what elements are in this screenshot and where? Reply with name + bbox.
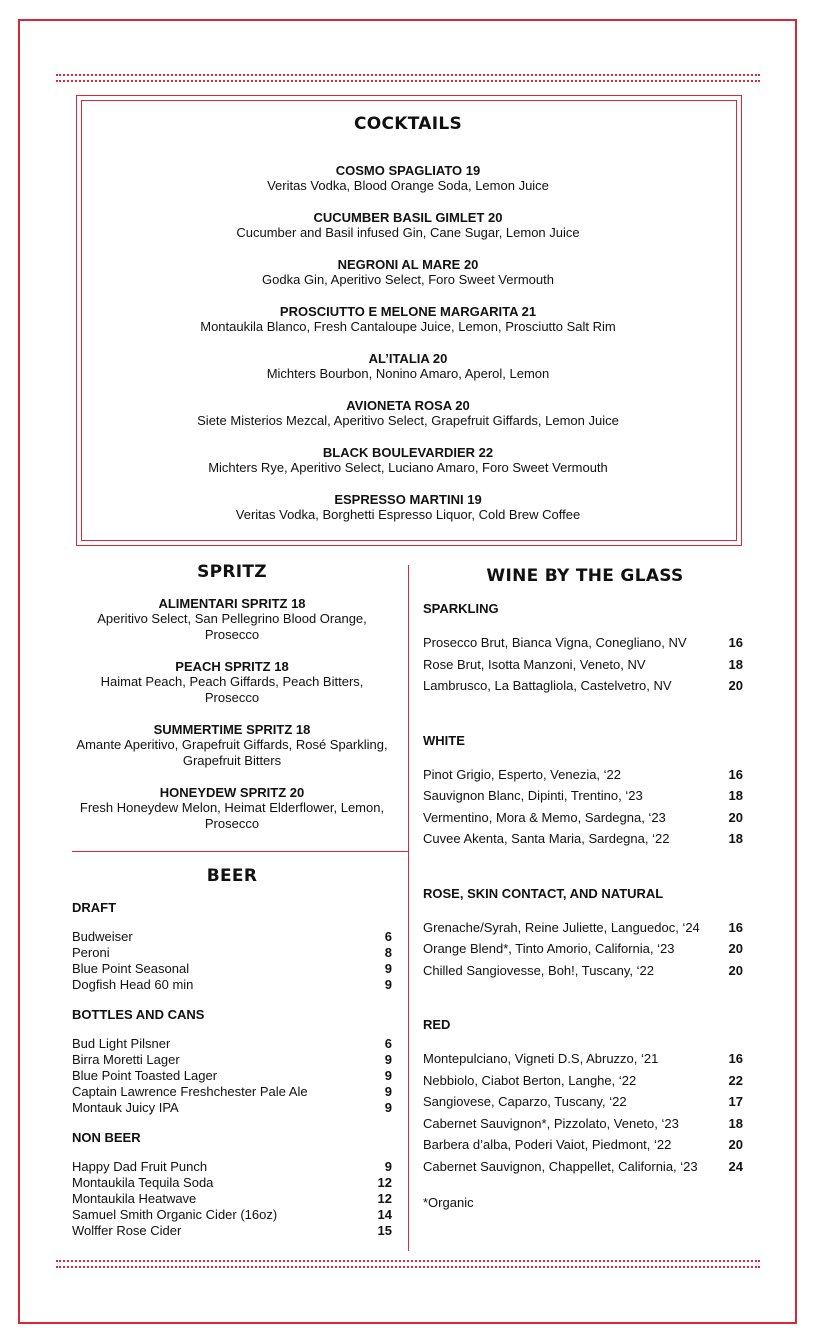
wine-price: 24	[728, 1158, 743, 1174]
wine-row	[423, 917, 743, 939]
beer-price: 9	[384, 977, 392, 992]
beer-row	[72, 961, 392, 977]
wine-price: 18	[728, 656, 743, 672]
beer-name: Peroni	[72, 945, 110, 960]
beer-name: Samuel Smith Organic Cider (16oz)	[72, 1207, 278, 1222]
spritz-item	[64, 722, 400, 769]
wine-name: Lambrusco, La Battagliola, Castelvetro, NV	[423, 678, 672, 693]
cocktail-item	[0, 257, 816, 288]
wine-row	[423, 828, 743, 850]
cocktail-name: AL’ITALIA 20	[368, 351, 448, 366]
beer-price: 6	[384, 1036, 392, 1051]
wine-name: Orange Blend*, Tinto Amorio, California, ‘23	[423, 941, 675, 956]
beer-subheading-draft: DRAFT	[72, 900, 117, 915]
spritz-name: SUMMERTIME SPRITZ 18	[153, 722, 311, 737]
beer-heading: BEER	[206, 866, 258, 886]
cocktail-item	[0, 492, 816, 523]
wine-list-red	[423, 1048, 743, 1177]
wine-name: Cuvee Akenta, Santa Maria, Sardegna, ‘22	[423, 831, 670, 846]
wine-name: Chilled Sangiovesse, Boh!, Tuscany, ‘22	[423, 962, 655, 978]
beer-price: 8	[384, 945, 392, 960]
wine-price: 20	[728, 962, 743, 978]
wine-list-white	[423, 764, 743, 850]
beer-price: 14	[377, 1207, 392, 1222]
wine-name: Sauvignon Blanc, Dipinti, Trentino, ‘23	[423, 788, 643, 803]
beer-row	[72, 1068, 392, 1084]
wine-subheading-rose: ROSE, SKIN CONTACT, AND NATURAL	[423, 885, 664, 901]
beer-name: Dogfish Head 60 min	[72, 977, 194, 992]
wine-row	[423, 764, 743, 786]
wine-row	[423, 1070, 743, 1092]
beer-name: Blue Point Toasted Lager	[72, 1068, 218, 1083]
wine-subheading-white: WHITE	[423, 732, 465, 748]
beer-list-bottles	[72, 1036, 392, 1116]
cocktail-name: COSMO SPAGLIATO 19	[335, 163, 481, 178]
cocktail-item	[0, 351, 816, 382]
spritz-description: Haimat Peach, Peach Giffards, Peach Bitters, Prosecco	[100, 674, 364, 705]
wine-row	[423, 1134, 743, 1156]
wine-price: 20	[728, 678, 743, 693]
wine-row	[423, 675, 743, 697]
beer-price: 9	[384, 1068, 392, 1083]
wine-price: 20	[728, 809, 743, 825]
spritz-item	[64, 659, 400, 706]
top-dotted-divider	[56, 74, 760, 82]
wine-row	[423, 807, 743, 829]
beer-row	[72, 1052, 392, 1068]
cocktail-item	[0, 210, 816, 241]
cocktail-description: Veritas Vodka, Borghetti Espresso Liquor, Cold Brew Coffee	[235, 507, 581, 522]
spritz-item	[64, 785, 400, 832]
wine-price: 22	[728, 1072, 743, 1088]
beer-row	[72, 1159, 392, 1175]
beer-name: Wolffer Rose Cider	[72, 1223, 182, 1238]
cocktail-name: AVIONETA ROSA 20	[346, 398, 470, 413]
cocktail-name: CUCUMBER BASIL GIMLET 20	[313, 210, 503, 225]
beer-name: Blue Point Seasonal	[72, 961, 190, 976]
cocktail-description: Siete Misterios Mezcal, Aperitivo Select, Grapefruit Giffards, Lemon Juice	[197, 413, 619, 428]
beer-price: 9	[384, 961, 392, 976]
wine-row	[423, 785, 743, 807]
spritz-beer-divider	[72, 851, 408, 852]
beer-price: 9	[384, 1084, 392, 1099]
spritz-list	[64, 596, 400, 832]
beer-name: Birra Moretti Lager	[72, 1052, 180, 1067]
beer-subheading-non-beer: NON BEER	[72, 1130, 141, 1145]
spritz-heading: SPRITZ	[197, 562, 267, 582]
wine-price: 18	[728, 1115, 743, 1131]
column-divider	[408, 565, 409, 1251]
beer-name: Bud Light Pilsner	[72, 1036, 171, 1051]
beer-name: Montauk Juicy IPA	[72, 1100, 179, 1115]
wine-heading: WINE BY THE GLASS	[486, 566, 684, 586]
wine-name: Montepulciano, Vigneti D.S, Abruzzo, ‘21	[423, 1051, 659, 1066]
beer-subheading-bottles: BOTTLES AND CANS	[72, 1007, 205, 1022]
wine-price: 16	[728, 1051, 743, 1066]
wine-price: 16	[728, 919, 743, 935]
spritz-description: Aperitivo Select, San Pellegrino Blood Orange, Prosecco	[97, 611, 367, 642]
cocktail-name: NEGRONI AL MARE 20	[337, 257, 479, 272]
spritz-item	[64, 596, 400, 643]
cocktail-description: Montaukila Blanco, Fresh Cantaloupe Juice, Lemon, Prosciutto Salt Rim	[200, 319, 616, 334]
beer-row	[72, 1084, 392, 1100]
wine-price: 16	[728, 635, 743, 650]
wine-name: Cabernet Sauvignon*, Pizzolato, Veneto, ‘23	[423, 1115, 679, 1131]
beer-price: 9	[384, 1159, 392, 1174]
spritz-name: HONEYDEW SPRITZ 20	[159, 785, 305, 800]
beer-row	[72, 929, 392, 945]
beer-row	[72, 1191, 392, 1207]
beer-name: Montaukila Heatwave	[72, 1191, 197, 1206]
cocktail-name: ESPRESSO MARTINI 19	[334, 492, 482, 507]
wine-name: Sangiovese, Caparzo, Tuscany, ‘22	[423, 1094, 627, 1109]
wine-row	[423, 960, 743, 982]
wine-price: 16	[728, 766, 743, 782]
organic-footnote: *Organic	[423, 1195, 474, 1210]
spritz-description: Fresh Honeydew Melon, Heimat Elderflower, Lemon, Prosecco	[79, 800, 385, 831]
wine-name: Pinot Grigio, Esperto, Venezia, ‘22	[423, 766, 622, 782]
wine-subheading-sparkling: SPARKLING	[423, 601, 499, 616]
cocktail-description: Michters Bourbon, Nonino Amaro, Aperol, Lemon	[266, 366, 550, 381]
cocktail-description: Cucumber and Basil infused Gin, Cane Sugar, Lemon Juice	[236, 225, 580, 240]
beer-price: 12	[377, 1191, 392, 1206]
wine-subheading-red: RED	[423, 1017, 451, 1032]
spritz-name: ALIMENTARI SPRITZ 18	[158, 596, 306, 611]
wine-row	[423, 1113, 743, 1135]
beer-price: 9	[384, 1100, 392, 1115]
wine-price: 20	[728, 941, 743, 956]
wine-list-rose	[423, 917, 743, 982]
beer-row	[72, 1100, 392, 1116]
beer-price: 6	[384, 929, 392, 944]
cocktail-name: BLACK BOULEVARDIER 22	[322, 445, 494, 460]
cocktails-heading: COCKTAILS	[353, 114, 463, 134]
cocktail-item	[0, 163, 816, 194]
wine-list-sparkling	[423, 632, 743, 697]
beer-row	[72, 1223, 392, 1239]
wine-name: Vermentino, Mora & Memo, Sardegna, ‘23	[423, 809, 666, 825]
cocktail-item	[0, 304, 816, 335]
beer-row	[72, 1036, 392, 1052]
beer-name: Captain Lawrence Freshchester Pale Ale	[72, 1084, 308, 1099]
beer-section	[72, 866, 392, 1239]
beer-price: 15	[377, 1223, 392, 1238]
cocktail-name: PROSCIUTTO E MELONE MARGARITA 21	[279, 304, 537, 319]
cocktail-description: Veritas Vodka, Blood Orange Soda, Lemon Juice	[267, 178, 549, 193]
cocktail-item	[0, 398, 816, 429]
wine-row	[423, 938, 743, 960]
beer-list-non-beer	[72, 1159, 392, 1239]
beer-price: 9	[384, 1052, 392, 1067]
wine-name: Grenache/Syrah, Reine Juliette, Languedoc, ‘24	[423, 919, 700, 935]
beer-row	[72, 1207, 392, 1223]
cocktails-list	[0, 163, 816, 539]
wine-name: Cabernet Sauvignon, Chappellet, California, ‘23	[423, 1158, 698, 1174]
beer-name: Happy Dad Fruit Punch	[72, 1159, 208, 1174]
wine-row	[423, 654, 743, 676]
wine-name: Barbera d’alba, Poderi Vaiot, Piedmont, ‘22	[423, 1137, 672, 1152]
wine-name: Prosecco Brut, Bianca Vigna, Conegliano, NV	[423, 635, 687, 650]
beer-row	[72, 945, 392, 961]
wine-price: 17	[728, 1094, 743, 1109]
spritz-name: PEACH SPRITZ 18	[175, 659, 289, 674]
beer-row	[72, 1175, 392, 1191]
wine-name: Nebbiolo, Ciabot Berton, Langhe, ‘22	[423, 1072, 637, 1088]
cocktail-description: Michters Rye, Aperitivo Select, Luciano Amaro, Foro Sweet Vermouth	[208, 460, 608, 475]
beer-price: 12	[377, 1175, 392, 1190]
wine-price: 18	[728, 831, 743, 846]
beer-row	[72, 977, 392, 993]
bottom-dotted-divider	[56, 1260, 760, 1268]
wine-row	[423, 1091, 743, 1113]
beer-name: Budweiser	[72, 929, 133, 944]
wine-name: Rose Brut, Isotta Manzoni, Veneto, NV	[423, 656, 646, 672]
beer-list-draft	[72, 929, 392, 993]
wine-section	[423, 566, 743, 1210]
wine-row	[423, 1156, 743, 1178]
cocktail-description: Godka Gin, Aperitivo Select, Foro Sweet Vermouth	[262, 272, 554, 287]
wine-row	[423, 1048, 743, 1070]
wine-price: 18	[728, 788, 743, 803]
cocktail-item	[0, 445, 816, 476]
spritz-section	[64, 562, 400, 848]
beer-name: Montaukila Tequila Soda	[72, 1175, 214, 1190]
spritz-description: Amante Aperitivo, Grapefruit Giffards, Rosé Sparkling, Grapefruit Bitters	[76, 737, 388, 768]
wine-row	[423, 632, 743, 654]
wine-price: 20	[728, 1137, 743, 1152]
